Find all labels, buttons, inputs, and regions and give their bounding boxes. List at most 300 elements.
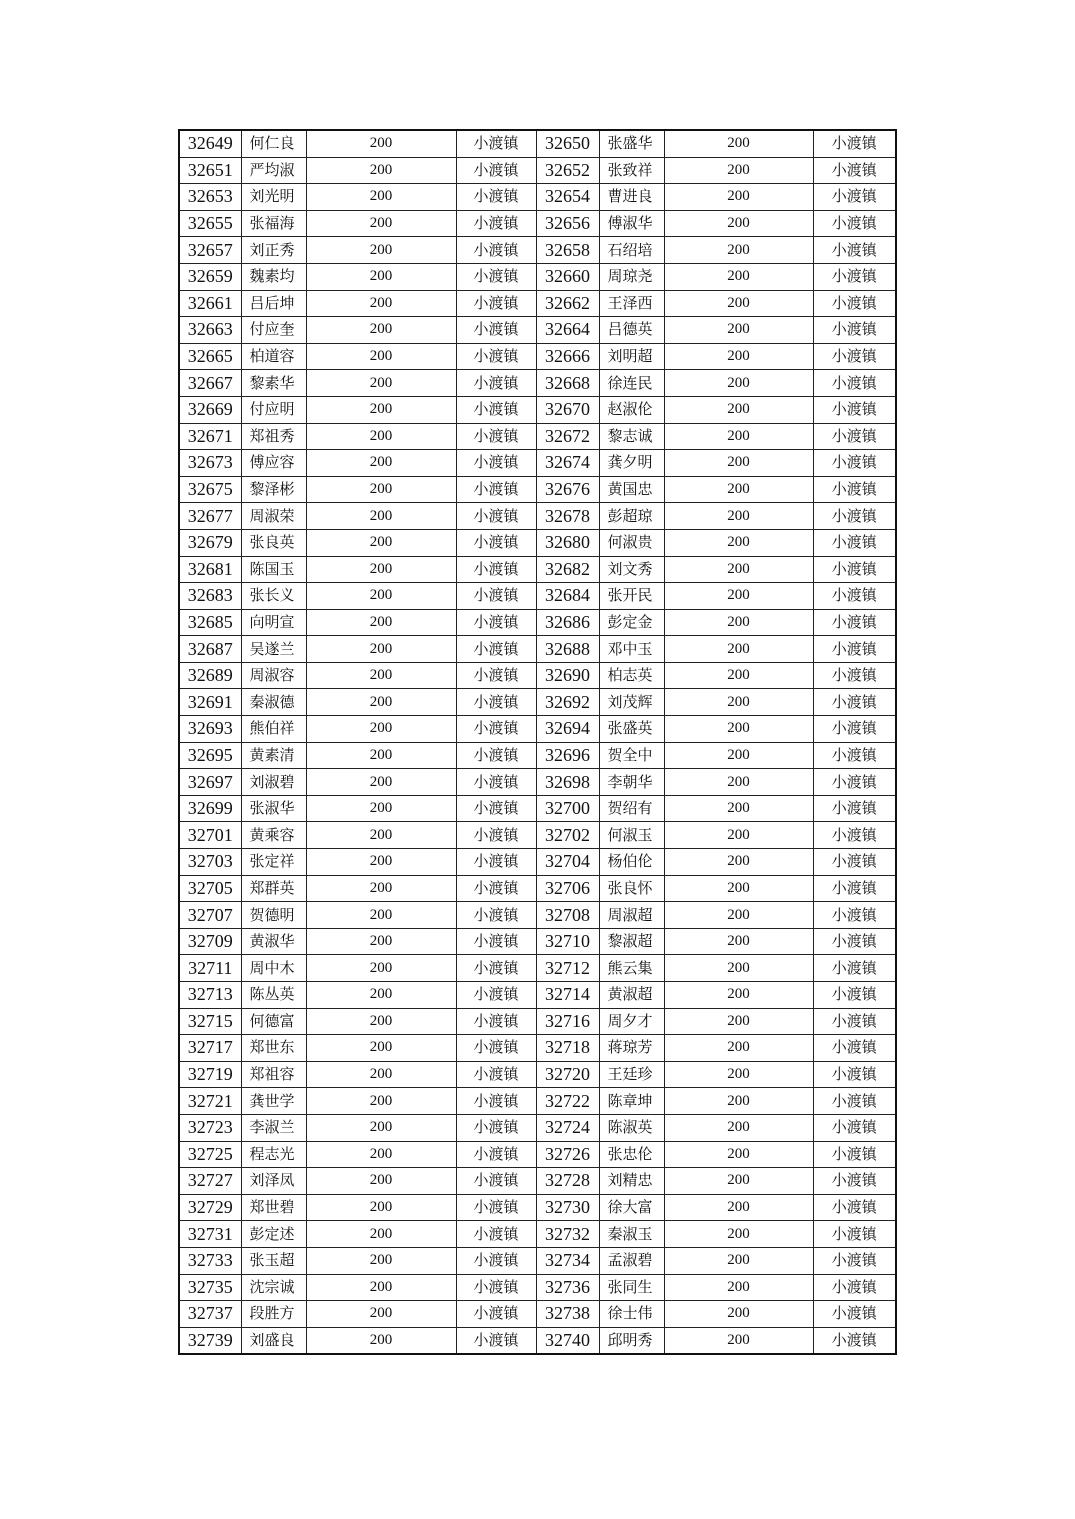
- record-id-cell: 32733: [179, 1247, 241, 1274]
- record-id-cell: 32705: [179, 875, 241, 902]
- town-cell: 小渡镇: [456, 662, 536, 689]
- person-name-cell: 贺全中: [599, 742, 664, 769]
- record-id-cell: 32727: [179, 1168, 241, 1195]
- town-cell: 小渡镇: [813, 1035, 896, 1062]
- town-cell: 小渡镇: [813, 1061, 896, 1088]
- record-id-cell: 32655: [179, 210, 241, 237]
- person-name-cell: 付应奎: [241, 317, 306, 344]
- table-row: [179, 769, 896, 796]
- town-cell: 小渡镇: [813, 210, 896, 237]
- person-name-cell: 刘泽凤: [241, 1168, 306, 1195]
- person-name-cell: 李淑兰: [241, 1114, 306, 1141]
- amount-cell: 200: [306, 662, 456, 689]
- person-name-cell: 黄淑超: [599, 982, 664, 1009]
- record-id-cell: 32667: [179, 370, 241, 397]
- town-cell: 小渡镇: [456, 1008, 536, 1035]
- amount-cell: 200: [664, 343, 813, 370]
- amount-cell: 200: [664, 928, 813, 955]
- town-cell: 小渡镇: [456, 1274, 536, 1301]
- record-id-cell: 32701: [179, 822, 241, 849]
- amount-cell: 200: [306, 450, 456, 477]
- person-name-cell: 何德富: [241, 1008, 306, 1035]
- table-row: [179, 955, 896, 982]
- record-id-cell: 32720: [536, 1061, 599, 1088]
- record-id-cell: 32676: [536, 476, 599, 503]
- person-name-cell: 黄素清: [241, 742, 306, 769]
- amount-cell: 200: [306, 396, 456, 423]
- town-cell: 小渡镇: [456, 237, 536, 264]
- person-name-cell: 黄乘容: [241, 822, 306, 849]
- record-id-cell: 32653: [179, 184, 241, 211]
- town-cell: 小渡镇: [813, 1301, 896, 1328]
- town-cell: 小渡镇: [456, 343, 536, 370]
- amount-cell: 200: [664, 1221, 813, 1248]
- person-name-cell: 黎志诚: [599, 423, 664, 450]
- amount-cell: 200: [306, 1168, 456, 1195]
- record-id-cell: 32669: [179, 396, 241, 423]
- amount-cell: 200: [306, 769, 456, 796]
- record-id-cell: 32714: [536, 982, 599, 1009]
- record-id-cell: 32700: [536, 795, 599, 822]
- person-name-cell: 刘淑碧: [241, 769, 306, 796]
- amount-cell: 200: [306, 1247, 456, 1274]
- town-cell: 小渡镇: [813, 662, 896, 689]
- amount-cell: 200: [306, 1141, 456, 1168]
- record-id-cell: 32674: [536, 450, 599, 477]
- amount-cell: 200: [306, 529, 456, 556]
- record-id-cell: 32699: [179, 795, 241, 822]
- table-row: [179, 423, 896, 450]
- town-cell: 小渡镇: [813, 902, 896, 929]
- record-id-cell: 32712: [536, 955, 599, 982]
- town-cell: 小渡镇: [456, 1221, 536, 1248]
- table-row: [179, 795, 896, 822]
- table-row: [179, 1008, 896, 1035]
- person-name-cell: 刘精忠: [599, 1168, 664, 1195]
- person-name-cell: 傅应容: [241, 450, 306, 477]
- town-cell: 小渡镇: [456, 1194, 536, 1221]
- town-cell: 小渡镇: [813, 396, 896, 423]
- amount-cell: 200: [664, 1247, 813, 1274]
- amount-cell: 200: [664, 370, 813, 397]
- town-cell: 小渡镇: [456, 396, 536, 423]
- town-cell: 小渡镇: [456, 210, 536, 237]
- record-id-cell: 32704: [536, 849, 599, 876]
- town-cell: 小渡镇: [456, 583, 536, 610]
- town-cell: 小渡镇: [456, 370, 536, 397]
- table-row: [179, 1168, 896, 1195]
- amount-cell: 200: [306, 955, 456, 982]
- town-cell: 小渡镇: [813, 556, 896, 583]
- person-name-cell: 刘光明: [241, 184, 306, 211]
- amount-cell: 200: [306, 742, 456, 769]
- record-id-cell: 32715: [179, 1008, 241, 1035]
- table-row: [179, 1061, 896, 1088]
- table-row: [179, 1035, 896, 1062]
- amount-cell: 200: [664, 237, 813, 264]
- person-name-cell: 李朝华: [599, 769, 664, 796]
- person-name-cell: 周夕才: [599, 1008, 664, 1035]
- record-id-cell: 32738: [536, 1301, 599, 1328]
- amount-cell: 200: [664, 1194, 813, 1221]
- record-id-cell: 32694: [536, 716, 599, 743]
- person-name-cell: 何淑玉: [599, 822, 664, 849]
- person-name-cell: 贺绍有: [599, 795, 664, 822]
- town-cell: 小渡镇: [456, 795, 536, 822]
- person-name-cell: 刘盛良: [241, 1327, 306, 1354]
- record-id-cell: 32706: [536, 875, 599, 902]
- record-id-cell: 32666: [536, 343, 599, 370]
- table-row: [179, 849, 896, 876]
- person-name-cell: 邓中玉: [599, 636, 664, 663]
- record-id-cell: 32673: [179, 450, 241, 477]
- table-row: [179, 822, 896, 849]
- amount-cell: 200: [306, 1327, 456, 1354]
- amount-cell: 200: [306, 1088, 456, 1115]
- record-id-cell: 32662: [536, 290, 599, 317]
- town-cell: 小渡镇: [813, 928, 896, 955]
- person-name-cell: 熊伯祥: [241, 716, 306, 743]
- town-cell: 小渡镇: [456, 1327, 536, 1354]
- table-row: [179, 503, 896, 530]
- table-row: [179, 689, 896, 716]
- table-row: [179, 609, 896, 636]
- town-cell: 小渡镇: [456, 636, 536, 663]
- subsidy-list-table: [178, 129, 897, 1355]
- record-id-cell: 32681: [179, 556, 241, 583]
- table-row: [179, 450, 896, 477]
- person-name-cell: 张开民: [599, 583, 664, 610]
- town-cell: 小渡镇: [456, 1141, 536, 1168]
- person-name-cell: 周淑容: [241, 662, 306, 689]
- record-id-cell: 32651: [179, 157, 241, 184]
- town-cell: 小渡镇: [813, 689, 896, 716]
- person-name-cell: 张致祥: [599, 157, 664, 184]
- town-cell: 小渡镇: [813, 1327, 896, 1354]
- town-cell: 小渡镇: [456, 928, 536, 955]
- amount-cell: 200: [664, 450, 813, 477]
- record-id-cell: 32686: [536, 609, 599, 636]
- record-id-cell: 32683: [179, 583, 241, 610]
- record-id-cell: 32719: [179, 1061, 241, 1088]
- town-cell: 小渡镇: [813, 769, 896, 796]
- person-name-cell: 付应明: [241, 396, 306, 423]
- record-id-cell: 32729: [179, 1194, 241, 1221]
- table-row: [179, 476, 896, 503]
- town-cell: 小渡镇: [456, 742, 536, 769]
- person-name-cell: 张定祥: [241, 849, 306, 876]
- record-id-cell: 32716: [536, 1008, 599, 1035]
- amount-cell: 200: [306, 1194, 456, 1221]
- record-id-cell: 32728: [536, 1168, 599, 1195]
- record-id-cell: 32723: [179, 1114, 241, 1141]
- record-id-cell: 32649: [179, 130, 241, 157]
- person-name-cell: 秦淑玉: [599, 1221, 664, 1248]
- town-cell: 小渡镇: [813, 450, 896, 477]
- record-id-cell: 32678: [536, 503, 599, 530]
- person-name-cell: 严均淑: [241, 157, 306, 184]
- table-row: [179, 290, 896, 317]
- person-name-cell: 张长义: [241, 583, 306, 610]
- amount-cell: 200: [306, 130, 456, 157]
- person-name-cell: 陈丛英: [241, 982, 306, 1009]
- table-row: [179, 1274, 896, 1301]
- person-name-cell: 刘明超: [599, 343, 664, 370]
- record-id-cell: 32675: [179, 476, 241, 503]
- town-cell: 小渡镇: [813, 1221, 896, 1248]
- town-cell: 小渡镇: [813, 1274, 896, 1301]
- amount-cell: 200: [664, 396, 813, 423]
- person-name-cell: 曹进良: [599, 184, 664, 211]
- amount-cell: 200: [306, 1301, 456, 1328]
- person-name-cell: 孟淑碧: [599, 1247, 664, 1274]
- town-cell: 小渡镇: [813, 476, 896, 503]
- amount-cell: 200: [664, 769, 813, 796]
- record-id-cell: 32661: [179, 290, 241, 317]
- table-row: [179, 662, 896, 689]
- person-name-cell: 彭超琼: [599, 503, 664, 530]
- town-cell: 小渡镇: [456, 982, 536, 1009]
- person-name-cell: 王廷珍: [599, 1061, 664, 1088]
- town-cell: 小渡镇: [813, 1008, 896, 1035]
- town-cell: 小渡镇: [813, 583, 896, 610]
- person-name-cell: 周淑超: [599, 902, 664, 929]
- town-cell: 小渡镇: [813, 1114, 896, 1141]
- table-row: [179, 716, 896, 743]
- person-name-cell: 吕德英: [599, 317, 664, 344]
- table-row: [179, 583, 896, 610]
- amount-cell: 200: [306, 1221, 456, 1248]
- amount-cell: 200: [664, 716, 813, 743]
- record-id-cell: 32695: [179, 742, 241, 769]
- amount-cell: 200: [306, 317, 456, 344]
- record-id-cell: 32721: [179, 1088, 241, 1115]
- record-id-cell: 32707: [179, 902, 241, 929]
- record-id-cell: 32692: [536, 689, 599, 716]
- person-name-cell: 吴遂兰: [241, 636, 306, 663]
- person-name-cell: 郑祖容: [241, 1061, 306, 1088]
- record-id-cell: 32702: [536, 822, 599, 849]
- person-name-cell: 周琼尧: [599, 263, 664, 290]
- town-cell: 小渡镇: [813, 184, 896, 211]
- record-id-cell: 32668: [536, 370, 599, 397]
- amount-cell: 200: [306, 343, 456, 370]
- person-name-cell: 张玉超: [241, 1247, 306, 1274]
- town-cell: 小渡镇: [456, 476, 536, 503]
- record-id-cell: 32652: [536, 157, 599, 184]
- amount-cell: 200: [664, 1035, 813, 1062]
- table-row: [179, 742, 896, 769]
- town-cell: 小渡镇: [456, 317, 536, 344]
- person-name-cell: 张良怀: [599, 875, 664, 902]
- person-name-cell: 周中木: [241, 955, 306, 982]
- amount-cell: 200: [306, 263, 456, 290]
- amount-cell: 200: [664, 130, 813, 157]
- record-id-cell: 32657: [179, 237, 241, 264]
- record-id-cell: 32708: [536, 902, 599, 929]
- record-id-cell: 32665: [179, 343, 241, 370]
- person-name-cell: 郑世碧: [241, 1194, 306, 1221]
- town-cell: 小渡镇: [456, 689, 536, 716]
- town-cell: 小渡镇: [813, 982, 896, 1009]
- record-id-cell: 32663: [179, 317, 241, 344]
- record-id-cell: 32691: [179, 689, 241, 716]
- amount-cell: 200: [306, 583, 456, 610]
- record-id-cell: 32679: [179, 529, 241, 556]
- town-cell: 小渡镇: [813, 1247, 896, 1274]
- person-name-cell: 彭定述: [241, 1221, 306, 1248]
- amount-cell: 200: [664, 982, 813, 1009]
- amount-cell: 200: [664, 742, 813, 769]
- person-name-cell: 郑群英: [241, 875, 306, 902]
- town-cell: 小渡镇: [456, 423, 536, 450]
- town-cell: 小渡镇: [456, 769, 536, 796]
- amount-cell: 200: [664, 556, 813, 583]
- town-cell: 小渡镇: [456, 184, 536, 211]
- person-name-cell: 段胜方: [241, 1301, 306, 1328]
- amount-cell: 200: [306, 982, 456, 1009]
- amount-cell: 200: [664, 1274, 813, 1301]
- town-cell: 小渡镇: [813, 1168, 896, 1195]
- amount-cell: 200: [664, 1168, 813, 1195]
- table-row: [179, 237, 896, 264]
- amount-cell: 200: [306, 795, 456, 822]
- amount-cell: 200: [664, 317, 813, 344]
- town-cell: 小渡镇: [813, 503, 896, 530]
- record-id-cell: 32697: [179, 769, 241, 796]
- person-name-cell: 张忠伦: [599, 1141, 664, 1168]
- town-cell: 小渡镇: [456, 1061, 536, 1088]
- town-cell: 小渡镇: [456, 822, 536, 849]
- town-cell: 小渡镇: [813, 822, 896, 849]
- person-name-cell: 赵淑伦: [599, 396, 664, 423]
- town-cell: 小渡镇: [813, 849, 896, 876]
- record-id-cell: 32660: [536, 263, 599, 290]
- record-id-cell: 32703: [179, 849, 241, 876]
- town-cell: 小渡镇: [456, 875, 536, 902]
- town-cell: 小渡镇: [456, 849, 536, 876]
- town-cell: 小渡镇: [813, 263, 896, 290]
- amount-cell: 200: [306, 928, 456, 955]
- amount-cell: 200: [306, 689, 456, 716]
- table-row: [179, 928, 896, 955]
- table-row: [179, 1114, 896, 1141]
- record-id-cell: 32670: [536, 396, 599, 423]
- table-body: [179, 130, 896, 1354]
- amount-cell: 200: [664, 636, 813, 663]
- person-name-cell: 张福海: [241, 210, 306, 237]
- record-id-cell: 32731: [179, 1221, 241, 1248]
- table-row: [179, 1247, 896, 1274]
- town-cell: 小渡镇: [813, 1194, 896, 1221]
- amount-cell: 200: [664, 157, 813, 184]
- amount-cell: 200: [306, 210, 456, 237]
- record-id-cell: 32658: [536, 237, 599, 264]
- record-id-cell: 32698: [536, 769, 599, 796]
- town-cell: 小渡镇: [813, 370, 896, 397]
- amount-cell: 200: [306, 636, 456, 663]
- person-name-cell: 黎素华: [241, 370, 306, 397]
- person-name-cell: 贺德明: [241, 902, 306, 929]
- town-cell: 小渡镇: [456, 955, 536, 982]
- town-cell: 小渡镇: [456, 263, 536, 290]
- town-cell: 小渡镇: [813, 609, 896, 636]
- town-cell: 小渡镇: [456, 130, 536, 157]
- person-name-cell: 熊云集: [599, 955, 664, 982]
- person-name-cell: 刘茂辉: [599, 689, 664, 716]
- town-cell: 小渡镇: [456, 1301, 536, 1328]
- person-name-cell: 杨伯伦: [599, 849, 664, 876]
- person-name-cell: 黄国忠: [599, 476, 664, 503]
- town-cell: 小渡镇: [456, 902, 536, 929]
- town-cell: 小渡镇: [456, 529, 536, 556]
- person-name-cell: 徐士伟: [599, 1301, 664, 1328]
- amount-cell: 200: [306, 1008, 456, 1035]
- record-id-cell: 32732: [536, 1221, 599, 1248]
- town-cell: 小渡镇: [813, 795, 896, 822]
- record-id-cell: 32677: [179, 503, 241, 530]
- amount-cell: 200: [306, 1114, 456, 1141]
- person-name-cell: 柏志英: [599, 662, 664, 689]
- record-id-cell: 32737: [179, 1301, 241, 1328]
- record-id-cell: 32688: [536, 636, 599, 663]
- person-name-cell: 张同生: [599, 1274, 664, 1301]
- table-row: [179, 1194, 896, 1221]
- amount-cell: 200: [664, 476, 813, 503]
- amount-cell: 200: [664, 529, 813, 556]
- table-row: [179, 902, 896, 929]
- amount-cell: 200: [664, 1088, 813, 1115]
- table-row: [179, 317, 896, 344]
- town-cell: 小渡镇: [813, 636, 896, 663]
- amount-cell: 200: [306, 902, 456, 929]
- amount-cell: 200: [306, 849, 456, 876]
- person-name-cell: 张盛华: [599, 130, 664, 157]
- record-id-cell: 32687: [179, 636, 241, 663]
- amount-cell: 200: [664, 609, 813, 636]
- record-id-cell: 32736: [536, 1274, 599, 1301]
- town-cell: 小渡镇: [813, 1088, 896, 1115]
- amount-cell: 200: [664, 583, 813, 610]
- record-id-cell: 32671: [179, 423, 241, 450]
- person-name-cell: 吕后坤: [241, 290, 306, 317]
- record-id-cell: 32654: [536, 184, 599, 211]
- town-cell: 小渡镇: [456, 1114, 536, 1141]
- record-id-cell: 32664: [536, 317, 599, 344]
- town-cell: 小渡镇: [456, 609, 536, 636]
- record-id-cell: 32650: [536, 130, 599, 157]
- table-row: [179, 396, 896, 423]
- amount-cell: 200: [664, 689, 813, 716]
- amount-cell: 200: [664, 184, 813, 211]
- person-name-cell: 张盛英: [599, 716, 664, 743]
- table-row: [179, 529, 896, 556]
- record-id-cell: 32740: [536, 1327, 599, 1354]
- table-row: [179, 263, 896, 290]
- table-row: [179, 982, 896, 1009]
- person-name-cell: 徐连民: [599, 370, 664, 397]
- table-row: [179, 130, 896, 157]
- town-cell: 小渡镇: [456, 1035, 536, 1062]
- person-name-cell: 郑世东: [241, 1035, 306, 1062]
- person-name-cell: 向明宣: [241, 609, 306, 636]
- person-name-cell: 何仁良: [241, 130, 306, 157]
- town-cell: 小渡镇: [456, 556, 536, 583]
- amount-cell: 200: [664, 849, 813, 876]
- record-id-cell: 32682: [536, 556, 599, 583]
- person-name-cell: 秦淑德: [241, 689, 306, 716]
- amount-cell: 200: [664, 290, 813, 317]
